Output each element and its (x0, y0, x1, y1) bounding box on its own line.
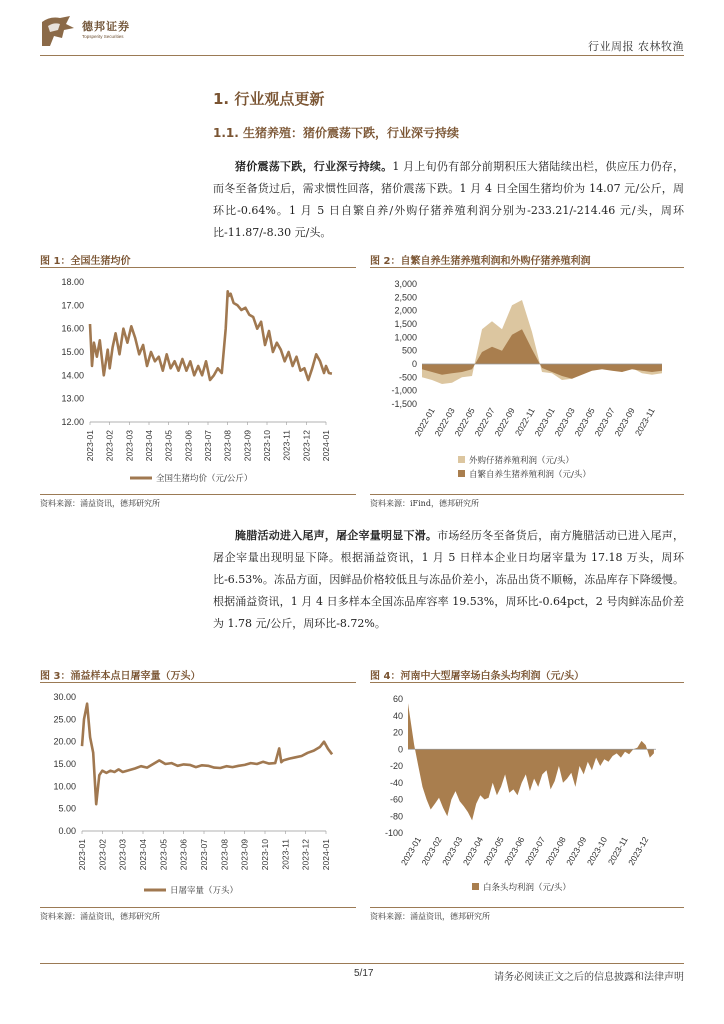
x-tick-label: 2022-11 (512, 406, 537, 438)
paragraph-2 (213, 525, 684, 635)
x-tick-label: 2023-01 (398, 835, 424, 868)
x-tick-label: 2023-09 (239, 839, 250, 871)
y-tick-label: -1,500 (391, 399, 417, 409)
x-tick-label: 2023-12 (300, 839, 311, 871)
section-title: 1. 行业观点更新 (213, 90, 325, 108)
x-tick-label: 2023-06 (183, 430, 194, 462)
y-tick-label: 1,000 (394, 332, 417, 343)
x-tick-label: 2023-03 (552, 406, 577, 439)
figure-1-source: 资料来源：涌益资讯，德邦研究所 (40, 499, 160, 508)
x-tick-label: 2023-02 (104, 430, 115, 462)
series-line (90, 291, 332, 380)
x-tick-label: 2023-09 (242, 430, 253, 462)
logo-mark-icon (40, 14, 76, 48)
x-tick-label: 2023-04 (460, 835, 486, 868)
y-tick-label: 25.00 (53, 714, 76, 725)
figure-4-source: 资料来源：涌益资讯，德邦研究所 (370, 912, 490, 921)
y-tick-label: 0 (397, 744, 403, 755)
y-tick-label: 16.00 (61, 323, 84, 334)
x-tick-label: 2022-07 (472, 406, 497, 439)
y-tick-label: 14.00 (61, 370, 84, 381)
x-tick-label: 2023-01 (85, 430, 95, 462)
x-tick-label: 2023-08 (219, 839, 230, 871)
paragraph-2-body: 市场经历冬至备货后，南方腌腊活动已进入尾声，屠企宰量出现明显下降。根据涌益资讯，1 月 5 日样本企业日均屠宰量为 17.18 万头，周环比-6.53%。冻品方面，因鲜品价格较低且与冻品价差小，冻品出货不顺畅，冻品库存下降缓慢。根据涌益资讯，1 月 4 日多样本全国冻品库容率 19.53%，周环比-0.64pct，2 号肉鲜冻品价差为 1.78 元/公斤，周环比-8.72%。 (213, 529, 685, 630)
x-tick-label: 2023-02 (97, 839, 108, 871)
x-tick-label: 2023-01 (77, 839, 87, 871)
y-tick-label: 0.00 (58, 826, 76, 836)
x-tick-label: 2023-10 (262, 430, 272, 462)
x-tick-label: 2023-03 (117, 839, 128, 871)
company-logo (40, 14, 160, 48)
x-tick-label: 2023-12 (301, 430, 312, 462)
y-tick-label: 12.00 (61, 417, 84, 427)
y-tick-label: 5.00 (58, 803, 76, 814)
disclaimer: 请务必阅读正文之后的信息披露和法律声明 (494, 972, 684, 983)
paragraph-1-body: 1 月上旬仍有部分前期积压大猪陆续出栏，供应压力仍存，而冬至备货过后，需求惯性回落，猪价震荡下跌。1 月 4 日全国生猪均价为 14.07 元/公斤，周环比-0.64%。1 月 5 日自繁自养/外购仔猪养殖利润分别为-233.21/-214.46 元/头，周环比-11.87/-8.30 元/头。 (213, 160, 685, 239)
x-tick-label: 2023-10 (260, 839, 270, 871)
legend-label: 全国生猪均价（元/公斤） (156, 474, 253, 484)
x-tick-label: 2023-09 (564, 835, 589, 868)
figure-2-rule (370, 267, 684, 268)
figure-2-source: 资料来源：iFind，德邦研究所 (370, 499, 479, 508)
x-tick-label: 2023-07 (203, 430, 213, 462)
x-tick-label: 2023-11 (280, 839, 291, 870)
x-tick-label: 2024-01 (321, 839, 331, 871)
x-tick-label: 2023-03 (124, 430, 135, 462)
y-tick-label: 3,000 (394, 279, 417, 289)
x-tick-label: 2023-07 (522, 835, 548, 868)
legend-label: 白条头均利润（元/头） (483, 883, 571, 893)
legend-swatch (458, 470, 465, 477)
x-tick-label: 2023-04 (138, 839, 148, 871)
x-tick-label: 2023-08 (222, 430, 233, 462)
y-tick-label: 0 (411, 359, 417, 369)
x-tick-label: 2022-09 (492, 406, 517, 439)
y-tick-label: 20 (392, 727, 403, 738)
subsection-title: 1.1. 生猪养殖：猪价震荡下跌，行业深亏持续 (213, 126, 459, 140)
figure-3-bottom-rule (40, 907, 356, 908)
x-tick-label: 2023-07 (199, 839, 209, 871)
y-tick-label: 10.00 (53, 781, 76, 792)
y-tick-label: 60 (392, 694, 403, 704)
series-area-1 (408, 703, 654, 820)
y-tick-label: 30.00 (53, 692, 76, 702)
x-tick-label: 2023-09 (612, 406, 637, 439)
x-tick-label: 2023-02 (419, 835, 444, 868)
figure-1-bottom-rule (40, 494, 356, 495)
y-tick-label: 40 (392, 710, 403, 721)
footer-rule (40, 963, 684, 964)
legend-swatch (458, 456, 465, 463)
figure-1-rule (40, 267, 356, 268)
x-tick-label: 2023-05 (481, 835, 506, 868)
figure-4-bottom-rule (370, 907, 684, 908)
x-tick-label: 2022-01 (412, 406, 437, 439)
figure-4-rule (370, 682, 684, 683)
y-tick-label: 2,000 (394, 305, 417, 316)
legend-label: 外购仔猪养殖利润（元/头） (469, 456, 574, 466)
x-tick-label: 2023-03 (440, 835, 465, 868)
y-tick-label: 500 (401, 345, 417, 356)
chart-carcass-profit (370, 685, 684, 905)
x-tick-label: 2023-11 (281, 430, 292, 461)
x-tick-label: 2023-04 (144, 430, 154, 462)
figure-3-rule (40, 682, 356, 683)
header-rule (40, 55, 684, 56)
legend-swatch (472, 883, 479, 890)
x-tick-label: 2023-11 (632, 406, 657, 438)
y-tick-label: -60 (389, 794, 403, 805)
chart-daily-slaughter (40, 685, 356, 905)
x-tick-label: 2022-05 (452, 406, 477, 439)
y-tick-label: -80 (389, 811, 403, 822)
figure-3-source: 资料来源：涌益资讯，德邦研究所 (40, 912, 160, 921)
figure-1-title: 图 1：全国生猪均价 (40, 256, 131, 267)
x-tick-label: 2023-12 (626, 835, 651, 868)
y-tick-label: -40 (389, 777, 403, 788)
series-line (82, 704, 332, 805)
y-tick-label: -100 (384, 828, 403, 838)
y-tick-label: 1,500 (394, 319, 417, 329)
report-type: 行业周报 农林牧渔 (588, 40, 684, 53)
x-tick-label: 2023-08 (543, 835, 568, 868)
paragraph-2-lead: 腌腊活动进入尾声，屠企宰量明显下滑。 (235, 529, 438, 542)
y-tick-label: 13.00 (61, 393, 84, 404)
company-name: 德邦证券 (82, 20, 130, 33)
chart-pig-price (40, 270, 356, 490)
x-tick-label: 2023-06 (178, 839, 189, 871)
x-tick-label: 2023-11 (605, 835, 630, 867)
chart-breeding-profit (370, 270, 684, 490)
company-sub: Topsperity Securities (82, 34, 124, 39)
x-tick-label: 2023-05 (572, 406, 597, 439)
figure-2-bottom-rule (370, 494, 684, 495)
legend-label: 自繁自养生猪养殖利润（元/头） (469, 470, 591, 480)
figure-4-title: 图 4：河南中大型屠宰场白条头均利润（元/头） (370, 671, 585, 682)
y-tick-label: 18.00 (61, 277, 84, 287)
x-tick-label: 2023-05 (158, 839, 169, 871)
y-tick-label: 15.00 (61, 347, 84, 357)
legend-label: 日屠宰量（万头） (170, 886, 239, 896)
y-tick-label: -1,000 (391, 385, 417, 396)
x-tick-label: 2022-03 (432, 406, 457, 439)
figure-2-title: 图 2：自繁自养生猪养殖利润和外购仔猪养殖利润 (370, 256, 591, 267)
y-tick-label: 17.00 (61, 300, 84, 311)
figure-3-title: 图 3：涌益样本点日屠宰量（万头） (40, 671, 201, 682)
paragraph-1-lead: 猪价震荡下跌，行业深亏持续。 (235, 160, 393, 173)
x-tick-label: 2024-01 (321, 430, 331, 462)
y-tick-label: 15.00 (53, 759, 76, 769)
x-tick-label: 2023-10 (584, 835, 610, 868)
x-tick-label: 2023-01 (532, 406, 557, 439)
y-tick-label: 20.00 (53, 736, 76, 747)
x-tick-label: 2023-06 (502, 835, 527, 868)
y-tick-label: 2,500 (394, 292, 417, 303)
paragraph-1 (213, 156, 684, 244)
x-tick-label: 2023-05 (163, 430, 174, 462)
y-tick-label: -500 (398, 372, 417, 383)
x-tick-label: 2023-07 (592, 406, 617, 439)
page-number: 5/17 (354, 968, 374, 979)
y-tick-label: -20 (389, 761, 403, 771)
